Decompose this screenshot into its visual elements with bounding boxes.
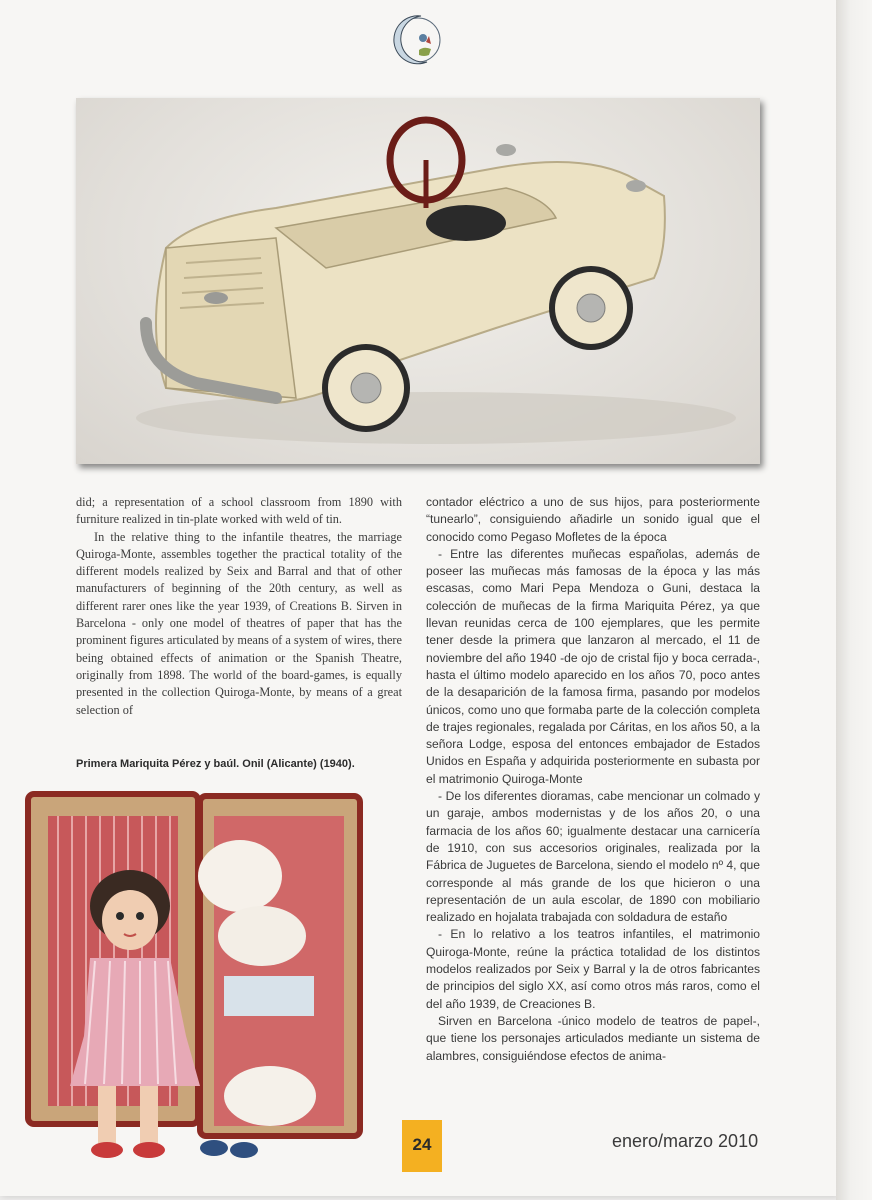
spanish-paragraph: - En lo relativo a los teatros infantiles, el matrimonio Quiroga-Monte, reúne la práctica totalidad de los distintos modelos realizados por Seix y Barral y la de otros fabricantes de principios del siglo XX, así como otros más raros, como el del año 1939, de Creaciones B. (426, 927, 760, 1011)
page-edge (836, 0, 872, 1200)
moon-logo-icon (393, 8, 443, 70)
english-paragraph: did; a representation of a school classroom from 1890 with furniture realized in tin-plate worked with weld of tin. (76, 495, 402, 527)
english-paragraph: In the relative thing to the infantile theatres, the marriage Quiroga-Monte, assembles together the practical totality of the different models realized by Seix and Barral and that of other manufacturers of beginning of the 20th century, as well as different rarer ones like the year 1939, of Creations B. Sirven in Barcelona - only one model of theatres of paper that has the prominent figures articulated by means of a system of wires, there being obtained effects of animation or the Spanish Theatre, originally from 1898. The world of the board-games, is equally presented in the collection Quiroga-Monte, by means of a great selection of (76, 529, 402, 717)
spanish-paragraph: - De los diferentes dioramas, cabe mencionar un colmado y un garaje, ambos modernistas y de los años 20, o una farmacia de los años 60; igualmente destacar una carnicería de 1910, con sus accesorios originales, realizada por la Fábrica de Juguetes de Barcelona, siendo el modelo nº 4, que corresponde al más grande de los que hicieron o una representación de un aula escolar, de 1890 con mobiliario realizado en hojalata trabajada con soldadura de estaño (426, 789, 760, 925)
issue-date: enero/marzo 2010 (612, 1131, 759, 1151)
spanish-paragraph: - Entre las diferentes muñecas españolas, además de poseer las muñecas más famosas de la época y las más escasas, como Mari Pepa Mendoza o Guni, destaca la colección de muñecas de la firma Mariquita Pérez, ya que llevan reunidas cerca de 100 ejemplares, que les permite tener desde la primera que lanzaron al mercado, el 11 de noviembre del año 1940 -de ojo de cristal fijo y boca cerrada-, hasta el último modelo aparecido en los años 70, poco antes de la desaparición de la famosa firma, pasando por modelos únicos, como uno que formaba parte de la colección completa de trajes regionales, regalada por Cáritas, en los años 50, a la señora Lodge, esposa del entonces embajador de Estados Unidos en España y adquirida posteriormente en subasta por el matrimonio Quiroga-Monte (426, 546, 760, 786)
spanish-paragraph: Sirven en Barcelona -único modelo de teatros de papel-, que tiene los personajes articulados mediante un sistema de alambres, consiguiéndose efectos de anima- (426, 1013, 760, 1063)
doll-photo-caption: Primera Mariquita Pérez y baúl. Onil (Alicante) (1940). (76, 758, 355, 770)
pedal-car-illustration (76, 98, 760, 464)
doll-and-trunk-photo (0, 736, 410, 1176)
spanish-text-column (426, 494, 760, 1065)
page-number: 24 (402, 1120, 442, 1172)
spanish-paragraph: contador eléctrico a uno de sus hijos, para posteriormente “tunearlo”, consiguiendo añadirle un sonido igual que el conocido como Pegaso Mofletes de la época (426, 495, 760, 544)
english-text-column (76, 494, 402, 719)
pedal-car-photo (76, 98, 760, 464)
